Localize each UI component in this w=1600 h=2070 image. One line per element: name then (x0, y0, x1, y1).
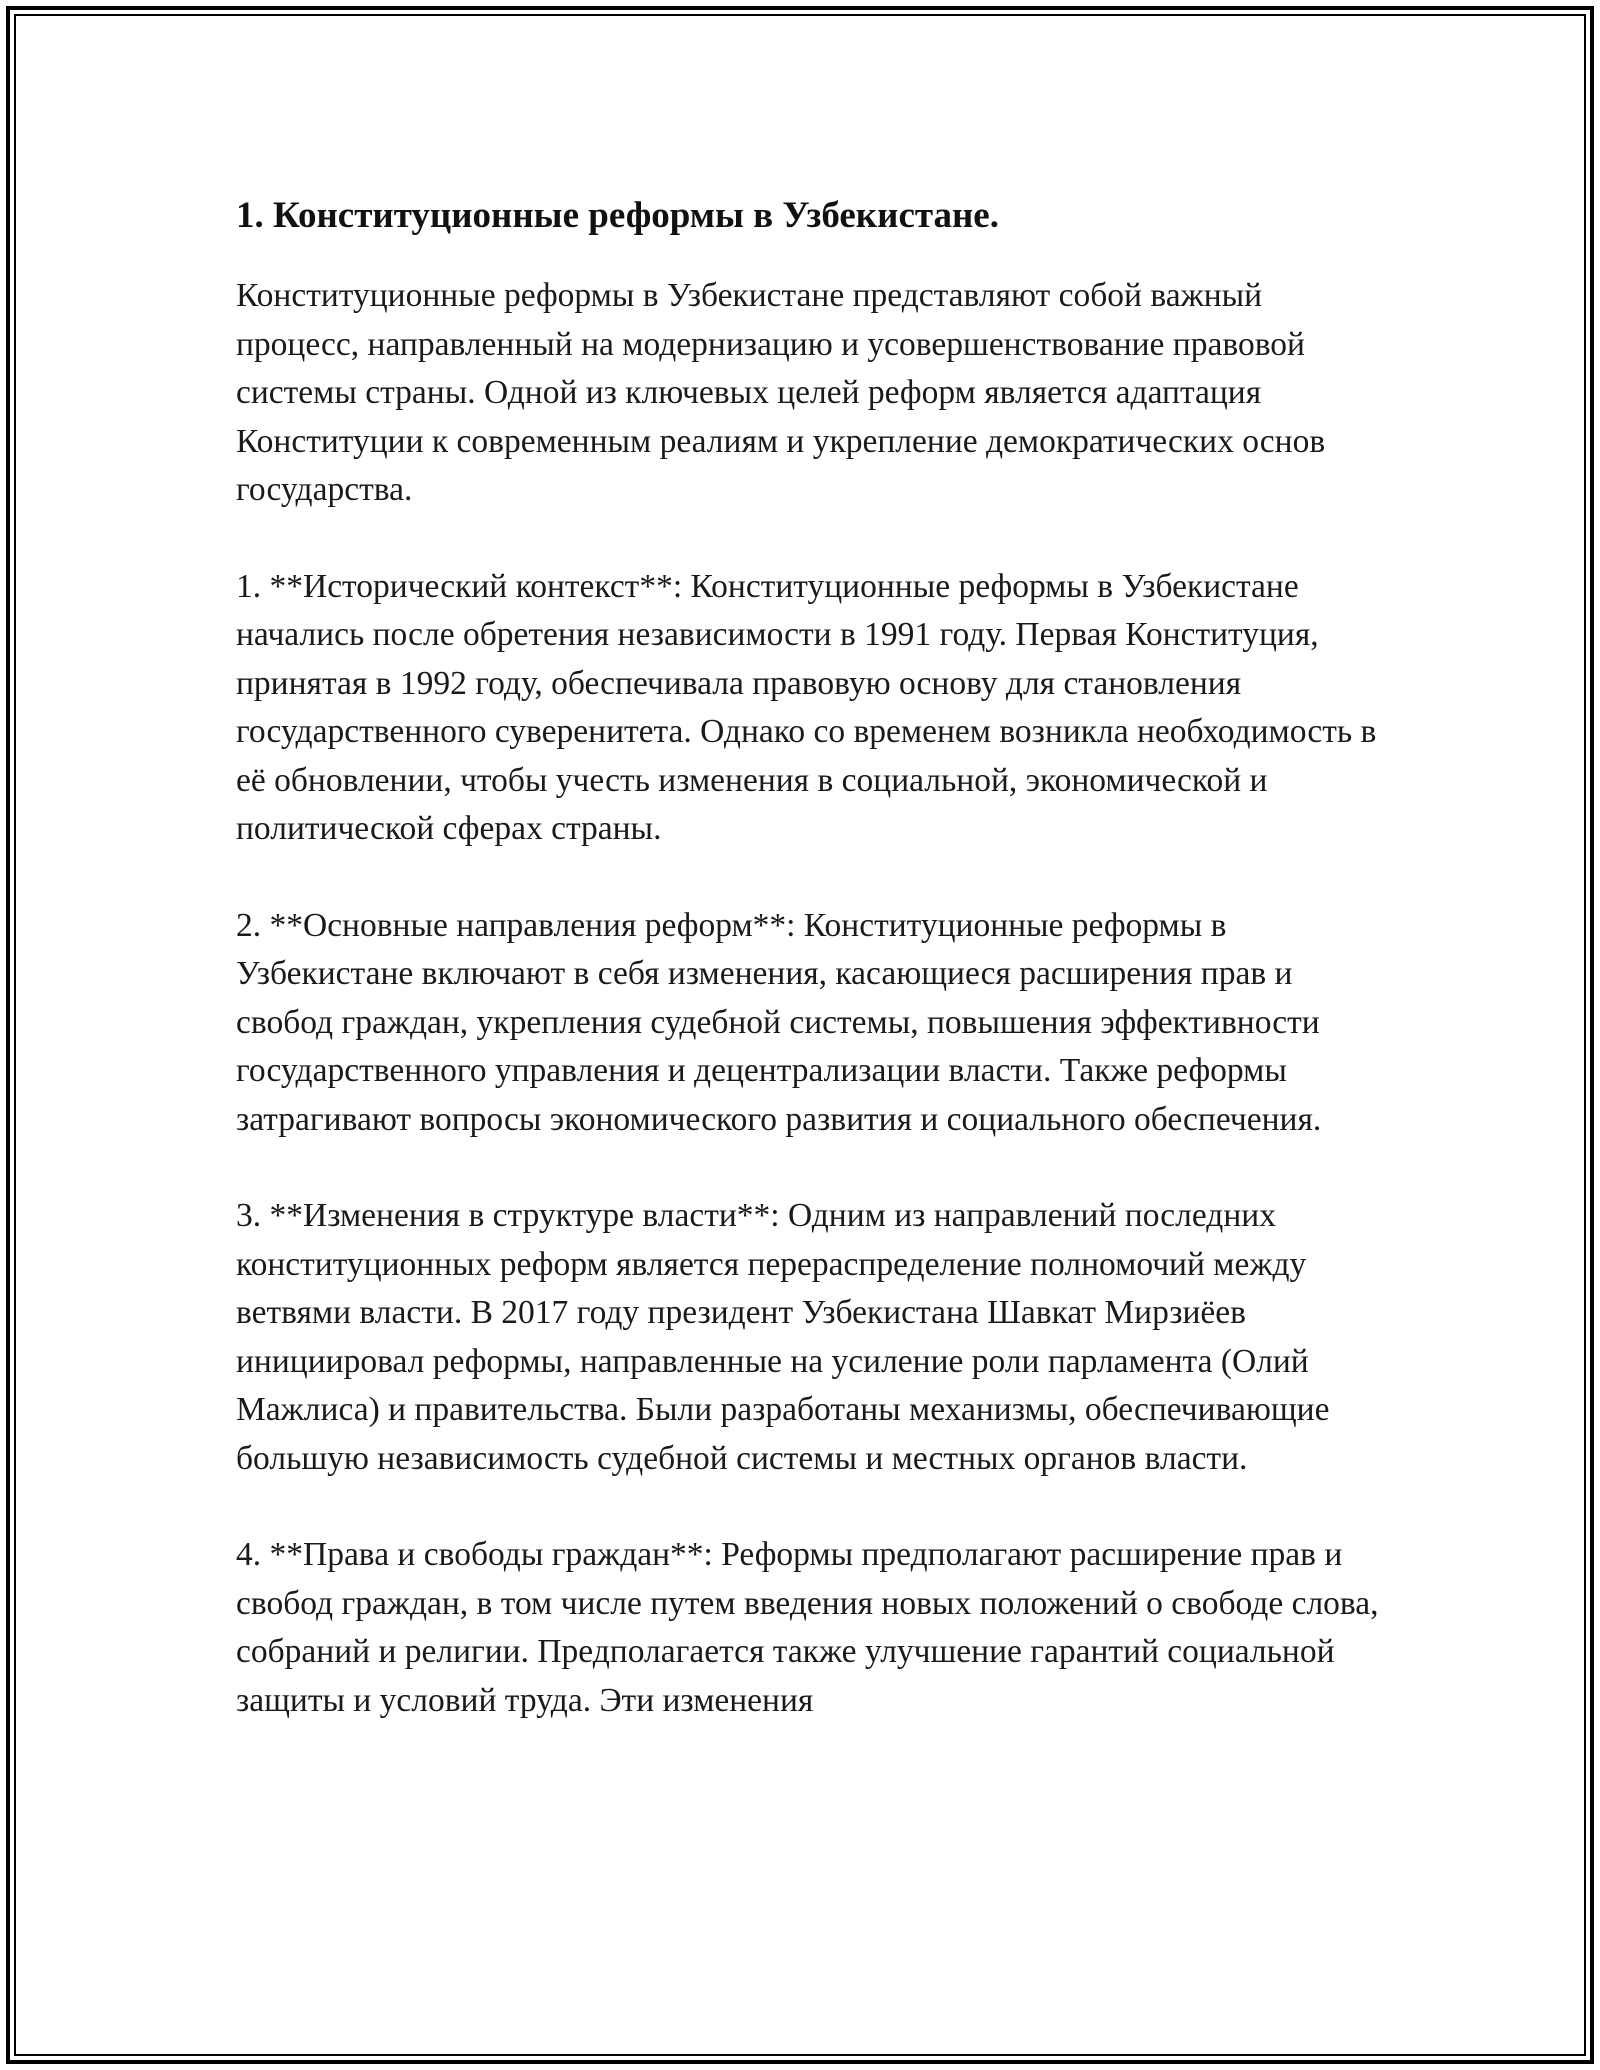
paragraph-citizen-rights: 4. **Права и свободы граждан**: Реформы предполагают расширение прав и свобод граждан, в том числе путем введения новых положений о свободе слова, собраний и религии. Предполагается также улучшение гарантий социальной защиты и условий труда. Эти изменения (236, 1536, 1379, 1719)
document-title: 1. Конституционные реформы в Узбекистане. (236, 195, 999, 236)
document-body (236, 188, 1380, 1773)
paragraph-main-directions: 2. **Основные направления реформ**: Конституционные реформы в Узбекистане включают в себя изменения, касающиеся расширения прав и свобод граждан, укрепления судебной системы, повышения эффективности государственного управления и децентрализации власти. Также реформы затрагивают вопросы экономического развития и социального обеспечения. (236, 906, 1322, 1138)
paragraph-power-structure: 3. **Изменения в структуре власти**: Одним из направлений последних конституционных реформ является перераспределение полномочий между ветвями власти. В 2017 году президент Узбекистана Шавкат Мирзиёев инициировал реформы, направленные на усиление роли парламента (Олий Мажлиса) и правительства. Были разработаны механизмы, обеспечивающие большую независимость судебной системы и местных органов власти. (236, 1197, 1330, 1477)
intro-paragraph: Конституционные реформы в Узбекистане представляют собой важный процесс, направленный на модернизацию и усовершенствование правовой системы страны. Одной из ключевых целей реформ является адаптация Конституции к современным реалиям и укрепление демократических основ государства. (236, 277, 1326, 508)
paragraph-historical-context: 1. **Исторический контекст**: Конституционные реформы в Узбекистане начались после обретения независимости в 1991 году. Первая Конституция, принятая в 1992 году, обеспечивала правовую основу для становления государственного суверенитета. Однако со временем возникла необходимость в её обновлении, чтобы учесть изменения в социальной, экономической и политической сферах страны. (236, 567, 1377, 847)
